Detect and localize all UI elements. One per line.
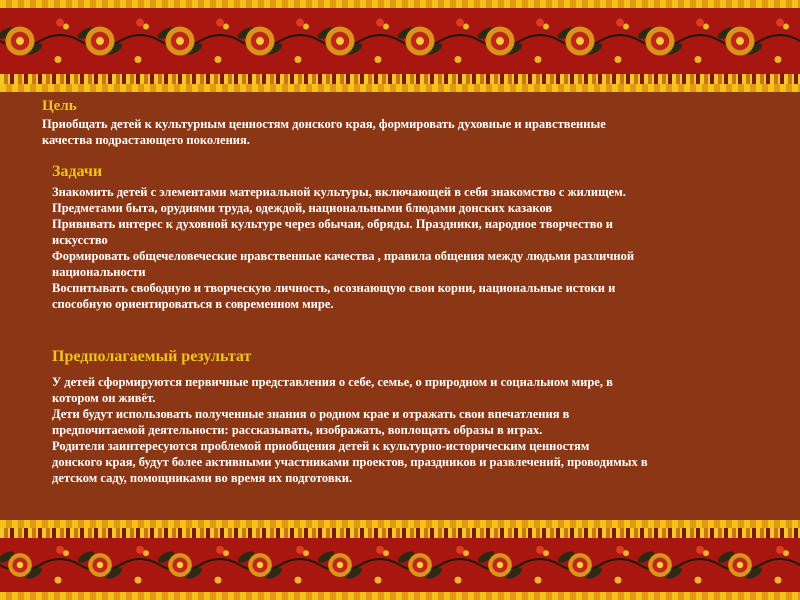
result-text: У детей сформируются первичные представления о себе, семье, о природном и социальном мире, в котором он живёт. Дети будут использовать полученные знания о родном крае и отражать свои впечатления в предпочитаемой деятельности: рассказывать, изображать, воплощать образы в играх. Родители заинтересуются проблемой приобщения детей к культурно-историческим ценностям донского края, будут более активными участниками проектов, праздников и развлечений, проводимых в детском саду, помощниками во время их подготовки. [52, 375, 648, 485]
bottom-band-inner-edge [0, 520, 800, 528]
slide-content [0, 92, 800, 520]
goal-text: Приобщать детей к культурным ценностям донского края, формировать духовные и нравственные качества подрастающего поколения. [42, 117, 606, 147]
top-ornament-band [0, 0, 800, 92]
floral-ornament [0, 8, 800, 74]
bottom-band-outer-edge [0, 592, 800, 600]
floral-ornament-bottom [0, 538, 800, 592]
goal-heading: Цель [42, 98, 77, 114]
top-band-inner-edge [0, 84, 800, 92]
tasks-heading: Задачи [52, 163, 103, 180]
result-heading: Предполагаемый результат [52, 348, 252, 365]
top-band-outer-edge [0, 0, 800, 8]
top-band-border-pattern [0, 74, 800, 84]
tasks-text: Знакомить детей с элементами материальной культуры, включающей в себя знакомство с жилищем. Предметами быта, орудиями труда, одеждой, национальными блюдами донских казаков Прививать интерес к духовной культуре через обычаи, обряды. Праздники, народное творчество и искусство Формировать общечеловеческие нравственные качества , правила общения между людьми различной национальности Воспитывать свободную и творческую личность, осознающую свои корни, национальные истоки и способную ориентироваться в современном мире. [52, 185, 635, 311]
bottom-ornament-band [0, 520, 800, 600]
bottom-band-border-pattern [0, 528, 800, 538]
